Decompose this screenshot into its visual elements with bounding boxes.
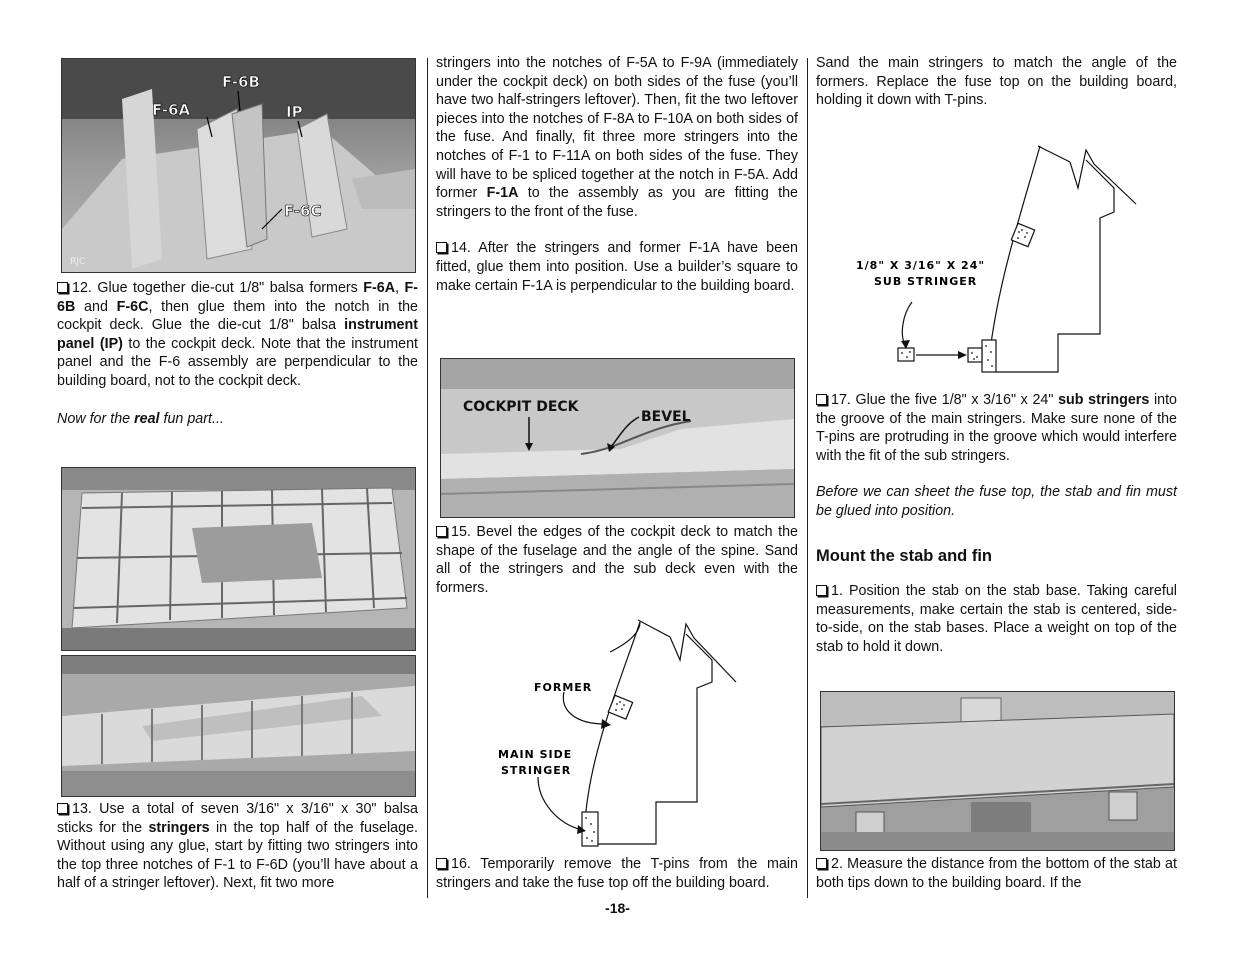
checkbox-icon[interactable]	[436, 526, 447, 537]
step-16: 16. Temporarily remove the T-pins from the main stringers and take the fuse top off the building board.	[436, 856, 798, 891]
checkbox-icon[interactable]	[57, 282, 68, 293]
photo-cockpit-deck-bevel	[440, 358, 795, 518]
step-16-continued: Sand the main stringers to match the angle of the formers. Replace the fuse top on the building board, holding it down with T-pins.	[816, 55, 1177, 109]
diagram-label-stringer: STRINGER	[501, 764, 572, 777]
step-14: 14. After the stringers and former F-1A have been fitted, glue them into position. Use a builder’s square to make certain F-1A is perpendicular to the building board.	[436, 240, 798, 294]
photo-label-f6b: F-6B	[222, 73, 260, 91]
section-heading: Mount the stab and fin	[816, 546, 992, 565]
diagram-label-dimensions: 1/8" X 3/16" X 24"	[856, 259, 986, 272]
step-13-continued: stringers into the notches of F-5A to F-9A (immediately under the cockpit deck) on both sides of the fuse (you’ll have two half-stringers leftover). Then, fit the two leftover pieces into the notches of F-8A to F-10A on both sides of the fuse. And finally, fit three more stringers into the notches of F-1 to F-11A on both sides of the fuse. They will have to be spliced together at the notch in F-5A. Add former F-1A to the assembly as you are fitting the stringers to the front of the fuse.	[436, 55, 798, 220]
note-real-fun: Now for the real fun part...	[57, 410, 224, 427]
photo-label-cockpit-deck: COCKPIT DECK	[463, 399, 579, 415]
checkbox-icon[interactable]	[816, 394, 827, 405]
photo-label-f6c: F-6C	[284, 202, 322, 220]
checkbox-icon[interactable]	[816, 858, 827, 869]
step-13: 13. Use a total of seven 3/16" x 3/16" x 30" balsa sticks for the stringers in the top half of the fuselage. Without using any glue, start by fitting two stringers into the top three notches of F-1 to F-6D (you’ll have about a half of a stringer leftover). Next, fit two more	[57, 801, 419, 892]
photo-logo: RJC	[70, 257, 86, 267]
step-12: 12. Glue together die-cut 1/8" balsa formers F-6A, F-6B and F-6C, then glue them into the notch in the cockpit deck. Glue the die-cut 1/8" balsa instrument panel (IP) to the cockpit deck. Note that the instrument panel and the F-6 assembly are perpendicular to the building board, not to the cockpit deck.	[57, 280, 418, 389]
photo-stab-on-base	[820, 691, 1175, 851]
diagram-label-former: FORMER	[534, 681, 593, 694]
column-divider-right	[807, 58, 808, 898]
step-2: 2. Measure the distance from the bottom of the stab at both tips down to the building board. If the	[816, 856, 1177, 891]
page-number: -18-	[605, 900, 630, 916]
checkbox-icon[interactable]	[436, 858, 447, 869]
checkbox-icon[interactable]	[57, 803, 68, 814]
photo-f6-formers	[61, 58, 416, 273]
diagram-former-stringer	[490, 612, 750, 857]
photo-fuselage-top	[61, 467, 416, 651]
diagram-label-main-side: MAIN SIDE	[498, 748, 573, 761]
photo-label-ip: IP	[286, 103, 303, 121]
photo-label-bevel: BEVEL	[641, 409, 691, 425]
photo-label-f6a: F-6A	[152, 101, 191, 119]
checkbox-icon[interactable]	[816, 585, 827, 596]
diagram-sub-stringer	[850, 140, 1150, 380]
checkbox-icon[interactable]	[436, 242, 447, 253]
note-stab-fin: Before we can sheet the fuse top, the stab and fin must be glued into position.	[816, 484, 1177, 519]
step-15: 15. Bevel the edges of the cockpit deck to match the shape of the fuselage and the angle of the spine. Sand all of the stringers and the sub deck even with the formers.	[436, 524, 798, 596]
photo-fuselage-side	[61, 655, 416, 797]
column-divider-left	[427, 58, 428, 898]
diagram-label-sub-stringer: SUB STRINGER	[874, 275, 978, 288]
step-1: 1. Position the stab on the stab base. Taking careful measurements, make certain the stab is centered, side-to-side, on the stab bases. Place a weight on top of the stab to hold it down.	[816, 583, 1177, 655]
step-17: 17. Glue the five 1/8" x 3/16" x 24" sub stringers into the groove of the main stringers. Make sure none of the T-pins are protruding in the groove which would interfere with the fit of the sub stringers.	[816, 392, 1178, 464]
